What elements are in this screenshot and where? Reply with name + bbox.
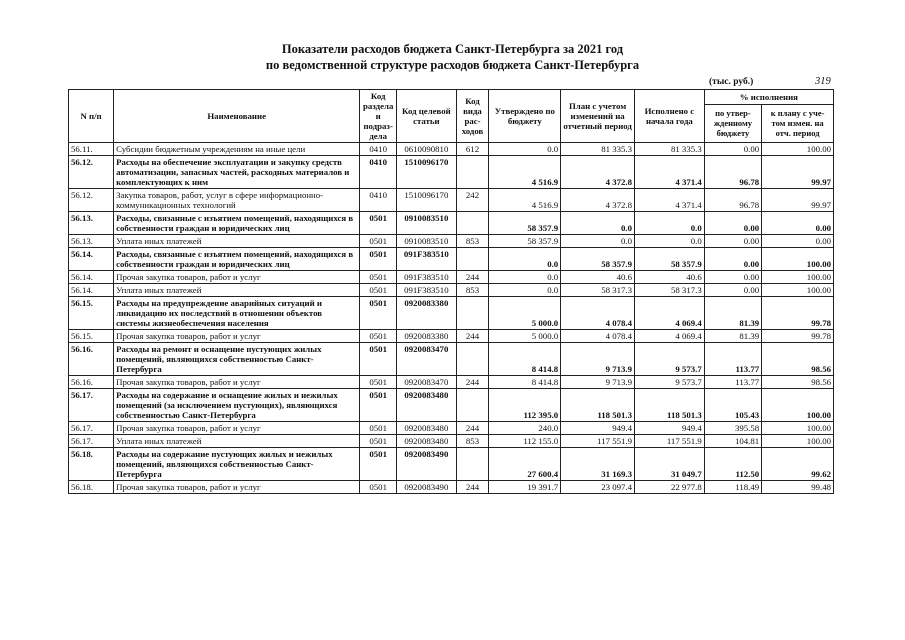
cell-pct-plan: 99.62: [762, 448, 834, 481]
cell-num: 56.13.: [69, 212, 114, 235]
cell-name: Прочая закупка товаров, работ и услуг: [114, 422, 360, 435]
cell-plan: 118 501.3: [561, 389, 635, 422]
cell-section: 0410: [360, 143, 397, 156]
table-row: [69, 343, 834, 376]
cell-pct-approved: 0.00: [704, 235, 761, 248]
table-row: [69, 448, 834, 481]
cell-name: Расходы на предупреждение аварийных ситуаций и ликвидацию их последствий в отношении объектов системы жизнеобеспечения населения: [114, 297, 360, 330]
cell-section: 0501: [360, 389, 397, 422]
cell-approved: 5 000.0: [489, 297, 561, 330]
col-header-executed: Исполнено с начала года: [635, 90, 705, 143]
cell-executed: 4 069.4: [635, 297, 705, 330]
cell-pct-plan: 100.00: [762, 143, 834, 156]
cell-pct-plan: 100.00: [762, 248, 834, 271]
cell-num: 56.16.: [69, 376, 114, 389]
table-row: [69, 212, 834, 235]
table-row: [69, 435, 834, 448]
cell-pct-plan: 99.48: [762, 481, 834, 494]
cell-section: 0501: [360, 235, 397, 248]
cell-pct-approved: 395.58: [704, 422, 761, 435]
cell-plan: 4 372.8: [561, 156, 635, 189]
cell-num: 56.17.: [69, 435, 114, 448]
cell-type: 244: [456, 376, 489, 389]
col-header-name: Наименование: [114, 90, 360, 143]
cell-type: 612: [456, 143, 489, 156]
cell-approved: 19 391.7: [489, 481, 561, 494]
cell-pct-approved: 113.77: [704, 376, 761, 389]
cell-executed: 81 335.3: [635, 143, 705, 156]
cell-num: 56.17.: [69, 422, 114, 435]
cell-type: 853: [456, 235, 489, 248]
cell-name: Расходы на ремонт и оснащение пустующих жилых помещений, являющихся собственностью Санкт-Петербурга: [114, 343, 360, 376]
cell-type: 244: [456, 330, 489, 343]
cell-type: 244: [456, 481, 489, 494]
cell-num: 56.16.: [69, 343, 114, 376]
cell-pct-plan: 99.97: [762, 189, 834, 212]
cell-target: 0920083490: [397, 481, 456, 494]
cell-num: 56.15.: [69, 297, 114, 330]
cell-pct-approved: 81.39: [704, 297, 761, 330]
cell-pct-approved: 0.00: [704, 143, 761, 156]
cell-pct-plan: 98.56: [762, 376, 834, 389]
cell-name: Расходы на содержание пустующих жилых и нежилых помещений, являющихся собственностью Санкт-Петербурга: [114, 448, 360, 481]
table-row: [69, 330, 834, 343]
cell-name: Прочая закупка товаров, работ и услуг: [114, 330, 360, 343]
cell-target: 1510096170: [397, 189, 456, 212]
cell-executed: 58 317.3: [635, 284, 705, 297]
cell-plan: 0.0: [561, 235, 635, 248]
cell-target: 1510096170: [397, 156, 456, 189]
cell-num: 56.12.: [69, 156, 114, 189]
cell-pct-approved: 96.78: [704, 189, 761, 212]
cell-num: 56.11.: [69, 143, 114, 156]
cell-name: Уплата иных платежей: [114, 284, 360, 297]
col-header-target: Код целевой статьи: [397, 90, 456, 143]
cell-pct-plan: 100.00: [762, 389, 834, 422]
table-row: [69, 271, 834, 284]
col-header-num: N п/п: [69, 90, 114, 143]
cell-plan: 0.0: [561, 212, 635, 235]
cell-executed: 118 501.3: [635, 389, 705, 422]
cell-pct-plan: 99.97: [762, 156, 834, 189]
cell-approved: 0.0: [489, 271, 561, 284]
cell-pct-approved: 104.81: [704, 435, 761, 448]
cell-approved: 27 600.4: [489, 448, 561, 481]
col-header-approved: Утверждено по бюджету: [489, 90, 561, 143]
col-header-section: Код раздела и подраз-дела: [360, 90, 397, 143]
cell-name: Расходы, связанные с изъятием помещений, находящихся в собственности граждан и юридических лиц: [114, 212, 360, 235]
cell-target: 0920083490: [397, 448, 456, 481]
cell-executed: 4 371.4: [635, 156, 705, 189]
cell-executed: 58 357.9: [635, 248, 705, 271]
cell-type: [456, 156, 489, 189]
cell-target: 091F383510: [397, 271, 456, 284]
cell-approved: 0.0: [489, 143, 561, 156]
cell-type: [456, 248, 489, 271]
cell-section: 0501: [360, 248, 397, 271]
cell-pct-plan: 0.00: [762, 212, 834, 235]
cell-approved: 4 516.9: [489, 189, 561, 212]
cell-name: Уплата иных платежей: [114, 435, 360, 448]
cell-approved: 0.0: [489, 284, 561, 297]
cell-type: 853: [456, 435, 489, 448]
cell-num: 56.18.: [69, 448, 114, 481]
cell-target: 0920083480: [397, 435, 456, 448]
table-row: [69, 248, 834, 271]
col-header-pct-group: % исполнения: [704, 90, 833, 105]
cell-name: Расходы, связанные с изъятием помещений, находящихся в собственности граждан и юридических лиц: [114, 248, 360, 271]
cell-plan: 4 078.4: [561, 297, 635, 330]
cell-num: 56.13.: [69, 235, 114, 248]
cell-pct-plan: 0.00: [762, 235, 834, 248]
cell-plan: 40.6: [561, 271, 635, 284]
cell-num: 56.14.: [69, 248, 114, 271]
cell-section: 0410: [360, 189, 397, 212]
cell-section: 0501: [360, 376, 397, 389]
cell-plan: 4 372.8: [561, 189, 635, 212]
cell-num: 56.17.: [69, 389, 114, 422]
cell-type: 244: [456, 422, 489, 435]
cell-section: 0410: [360, 156, 397, 189]
cell-approved: 8 414.8: [489, 343, 561, 376]
table-row: [69, 376, 834, 389]
cell-target: 091F383510: [397, 284, 456, 297]
cell-type: [456, 343, 489, 376]
cell-approved: 240.0: [489, 422, 561, 435]
cell-approved: 58 357.9: [489, 235, 561, 248]
col-header-pct-plan: к плану с уче-том измен. на отч. период: [762, 104, 834, 142]
cell-plan: 117 551.9: [561, 435, 635, 448]
table-row: [69, 481, 834, 494]
col-header-pct-approved: по утвер-жденному бюджету: [704, 104, 761, 142]
cell-pct-approved: 105.43: [704, 389, 761, 422]
cell-executed: 0.0: [635, 212, 705, 235]
cell-pct-plan: 100.00: [762, 284, 834, 297]
cell-plan: 58 357.9: [561, 248, 635, 271]
cell-pct-approved: 0.00: [704, 248, 761, 271]
cell-pct-plan: 99.78: [762, 297, 834, 330]
cell-executed: 9 573.7: [635, 376, 705, 389]
cell-pct-approved: 112.50: [704, 448, 761, 481]
table-body: [69, 143, 834, 494]
cell-approved: 112 395.0: [489, 389, 561, 422]
cell-section: 0501: [360, 422, 397, 435]
cell-type: [456, 389, 489, 422]
cell-executed: 0.0: [635, 235, 705, 248]
cell-type: 242: [456, 189, 489, 212]
cell-name: Расходы на обеспечение эксплуатации и закупку средств автоматизации, запасных частей, расходных материалов и комплектующих к ним: [114, 156, 360, 189]
cell-name: Расходы на содержание и оснащение жилых и нежилых помещений (за исключением пустующих), являющихся собственностью Санкт-Петербурга: [114, 389, 360, 422]
cell-executed: 117 551.9: [635, 435, 705, 448]
cell-name: Субсидии бюджетным учреждениям на иные цели: [114, 143, 360, 156]
table-row: [69, 389, 834, 422]
cell-executed: 22 977.8: [635, 481, 705, 494]
cell-num: 56.12.: [69, 189, 114, 212]
col-header-type: Код вида рас-ходов: [456, 90, 489, 143]
table-row: [69, 189, 834, 212]
cell-approved: 0.0: [489, 248, 561, 271]
cell-section: 0501: [360, 297, 397, 330]
cell-section: 0501: [360, 435, 397, 448]
cell-pct-approved: 0.00: [704, 212, 761, 235]
table-row: [69, 143, 834, 156]
cell-section: 0501: [360, 271, 397, 284]
cell-plan: 23 097.4: [561, 481, 635, 494]
cell-pct-plan: 100.00: [762, 271, 834, 284]
cell-pct-plan: 99.78: [762, 330, 834, 343]
col-header-plan: План с учетом изменений на отчетный период: [561, 90, 635, 143]
cell-pct-plan: 100.00: [762, 435, 834, 448]
cell-target: 0920083380: [397, 297, 456, 330]
cell-executed: 40.6: [635, 271, 705, 284]
cell-pct-approved: 0.00: [704, 271, 761, 284]
cell-type: 853: [456, 284, 489, 297]
cell-target: 0920083380: [397, 330, 456, 343]
cell-section: 0501: [360, 330, 397, 343]
table-row: [69, 422, 834, 435]
table-row: [69, 156, 834, 189]
cell-section: 0501: [360, 343, 397, 376]
cell-executed: 949.4: [635, 422, 705, 435]
cell-target: 0920083480: [397, 422, 456, 435]
cell-plan: 81 335.3: [561, 143, 635, 156]
cell-pct-approved: 96.78: [704, 156, 761, 189]
cell-num: 56.15.: [69, 330, 114, 343]
cell-target: 091F383510: [397, 248, 456, 271]
page-number: 319: [815, 76, 831, 87]
cell-name: Уплата иных платежей: [114, 235, 360, 248]
cell-approved: 112 155.0: [489, 435, 561, 448]
table-row: [69, 297, 834, 330]
cell-section: 0501: [360, 212, 397, 235]
cell-plan: 9 713.9: [561, 376, 635, 389]
cell-plan: 58 317.3: [561, 284, 635, 297]
document-title-line1: Показатели расходов бюджета Санкт-Петербурга за 2021 год: [281, 42, 624, 56]
cell-plan: 31 169.3: [561, 448, 635, 481]
document-title-line2: по ведомственной структуре расходов бюджета Санкт-Петербурга: [265, 58, 640, 72]
cell-plan: 9 713.9: [561, 343, 635, 376]
cell-num: 56.14.: [69, 271, 114, 284]
cell-type: [456, 448, 489, 481]
cell-name: Прочая закупка товаров, работ и услуг: [114, 271, 360, 284]
cell-pct-approved: 0.00: [704, 284, 761, 297]
cell-pct-plan: 100.00: [762, 422, 834, 435]
cell-name: Прочая закупка товаров, работ и услуг: [114, 481, 360, 494]
cell-section: 0501: [360, 284, 397, 297]
cell-name: Прочая закупка товаров, работ и услуг: [114, 376, 360, 389]
cell-num: 56.18.: [69, 481, 114, 494]
table-row: [69, 284, 834, 297]
cell-pct-approved: 113.77: [704, 343, 761, 376]
cell-target: 0920083470: [397, 376, 456, 389]
cell-executed: 9 573.7: [635, 343, 705, 376]
cell-target: 0910083510: [397, 235, 456, 248]
table-row: [69, 235, 834, 248]
cell-pct-approved: 81.39: [704, 330, 761, 343]
cell-approved: 5 000.0: [489, 330, 561, 343]
cell-num: 56.14.: [69, 284, 114, 297]
cell-type: [456, 297, 489, 330]
cell-approved: 8 414.8: [489, 376, 561, 389]
cell-target: 0920083470: [397, 343, 456, 376]
cell-section: 0501: [360, 481, 397, 494]
budget-table: [68, 89, 834, 494]
cell-type: [456, 212, 489, 235]
cell-executed: 31 049.7: [635, 448, 705, 481]
units-label: (тыс. руб.): [709, 77, 754, 87]
cell-section: 0501: [360, 448, 397, 481]
cell-name: Закупка товаров, работ, услуг в сфере информационно-коммуникационных технологий: [114, 189, 360, 212]
cell-approved: 4 516.9: [489, 156, 561, 189]
cell-plan: 949.4: [561, 422, 635, 435]
cell-executed: 4 371.4: [635, 189, 705, 212]
cell-type: 244: [456, 271, 489, 284]
cell-target: 0610090810: [397, 143, 456, 156]
cell-target: 0920083480: [397, 389, 456, 422]
cell-plan: 4 078.4: [561, 330, 635, 343]
cell-target: 0910083510: [397, 212, 456, 235]
cell-executed: 4 069.4: [635, 330, 705, 343]
cell-approved: 58 357.9: [489, 212, 561, 235]
cell-pct-approved: 118.49: [704, 481, 761, 494]
cell-pct-plan: 98.56: [762, 343, 834, 376]
